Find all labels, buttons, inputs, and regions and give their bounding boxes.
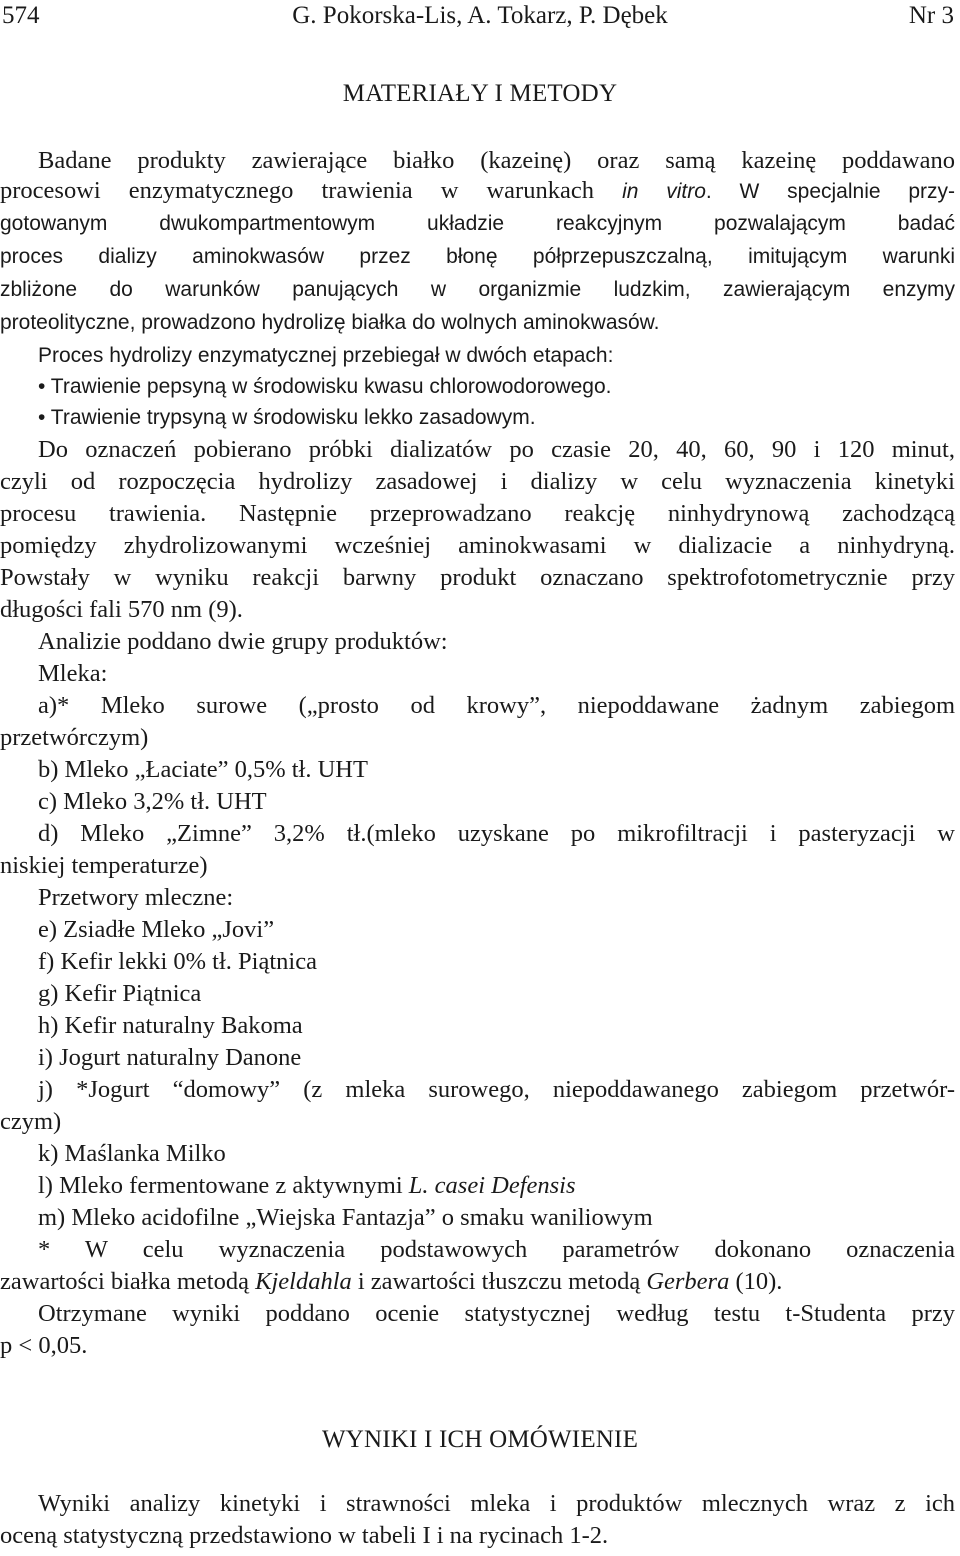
paragraph-line: Badane produkty zawierające białko (kazeinę) oraz samą kazeinę poddawano (38, 147, 955, 174)
paragraph-line: Wyniki analizy kinetyki i strawności mleka i produktów mlecznych wraz z ich (38, 1490, 955, 1517)
paragraph-line: zbliżone do warunków panujących w organizmie ludzkim, zawierającym enzymy (0, 278, 955, 301)
list-item-cont: niskiej temperaturze) (0, 852, 208, 879)
list-item: h) Kefir naturalny Bakoma (38, 1012, 303, 1039)
list-item-cont: czym) (0, 1108, 62, 1135)
page-number: 574 (2, 2, 40, 29)
list-item: c) Mleko 3,2% tł. UHT (38, 788, 267, 815)
paragraph-line: długości fali 570 nm (9). (0, 596, 243, 623)
list-item-cont: przetwórczym) (0, 724, 149, 751)
paragraph-line: pomiędzy zhydrolizowanymi wcześniej aminokwasami w dializacie a ninhydryną. (0, 532, 955, 559)
paragraph-line: Otrzymane wyniki poddano ocenie statystycznej według testu t-Studenta przy (38, 1300, 955, 1327)
section-heading-methods: MATERIAŁY I METODY (342, 80, 618, 107)
list-item: b) Mleko „Łaciate” 0,5% tł. UHT (38, 756, 368, 783)
paragraph-line: gotowanym dwukompartmentowym układzie reakcyjnym pozwalającym badać (0, 212, 955, 235)
paragraph-line: Powstały w wyniku reakcji barwny produkt oznaczano spektrofotometrycznie przy (0, 564, 955, 591)
header-authors: G. Pokorska-Lis, A. Tokarz, P. Dębek (292, 2, 668, 29)
paragraph-line: Do oznaczeń pobierano próbki dializatów po czasie 20, 40, 60, 90 i 120 minut, (38, 436, 955, 463)
paragraph-line: procesu trawienia. Następnie przeprowadzano reakcję ninhydrynową zachodzącą (0, 500, 955, 527)
list-item: f) Kefir lekki 0% tł. Piątnica (38, 948, 317, 975)
paragraph-line: proteolityczne, prowadzono hydrolizę białka do wolnych aminokwasów. (0, 311, 660, 334)
subheading-milks: Mleka: (38, 660, 108, 687)
section-heading-results: WYNIKI I ICH OMÓWIENIE (321, 1426, 639, 1453)
header-issue: Nr 3 (908, 2, 954, 29)
list-item: k) Maślanka Milko (38, 1140, 226, 1167)
list-item: • Trawienie trypsyną w środowisku lekko zasadowym. (38, 406, 536, 429)
list-item: i) Jogurt naturalny Danone (38, 1044, 302, 1071)
running-header (0, 0, 960, 34)
paragraph-line: * W celu wyznaczenia podstawowych parametrów dokonano oznaczenia (38, 1236, 955, 1263)
paragraph-line: p < 0,05. (0, 1332, 88, 1359)
paragraph-line: oceną statystyczną przedstawiono w tabeli I i na rycinach 1-2. (0, 1522, 609, 1549)
paragraph-line: zawartości białka metodą Kjeldahla i zawartości tłuszczu metodą Gerbera (10). (0, 1268, 783, 1295)
list-item: d) Mleko „Zimne” 3,2% tł.(mleko uzyskane po mikrofiltracji i pasteryzacji w (38, 820, 955, 847)
paragraph-line: Analizie poddano dwie grupy produktów: (38, 628, 448, 655)
paragraph-line: czyli od rozpoczęcia hydrolizy zasadowej i dializy w celu wyznaczenia kinetyki (0, 468, 955, 495)
list-item: e) Zsiadłe Mleko „Jovi” (38, 916, 275, 943)
list-item: l) Mleko fermentowane z aktywnymi L. casei Defensis (38, 1172, 576, 1199)
paragraph-line: procesowi enzymatycznego trawienia w warunkach in vitro. W specjalnie przy- (0, 177, 955, 204)
paragraph-line: Proces hydrolizy enzymatycznej przebiegał w dwóch etapach: (38, 344, 614, 367)
paragraph-line: proces dializy aminokwasów przez błonę półprzepuszczalną, imitującym warunki (0, 245, 955, 268)
subheading-dairy: Przetwory mleczne: (38, 884, 234, 911)
list-item: a)* Mleko surowe („prosto od krowy”, niepoddawane żadnym zabiegom (38, 692, 955, 719)
list-item: • Trawienie pepsyną w środowisku kwasu chlorowodorowego. (38, 375, 612, 398)
list-item: j) *Jogurt “domowy” (z mleka surowego, niepoddawanego zabiegom przetwór- (38, 1076, 955, 1103)
list-item: g) Kefir Piątnica (38, 980, 202, 1007)
list-item: m) Mleko acidofilne „Wiejska Fantazja” o smaku waniliowym (38, 1204, 653, 1231)
